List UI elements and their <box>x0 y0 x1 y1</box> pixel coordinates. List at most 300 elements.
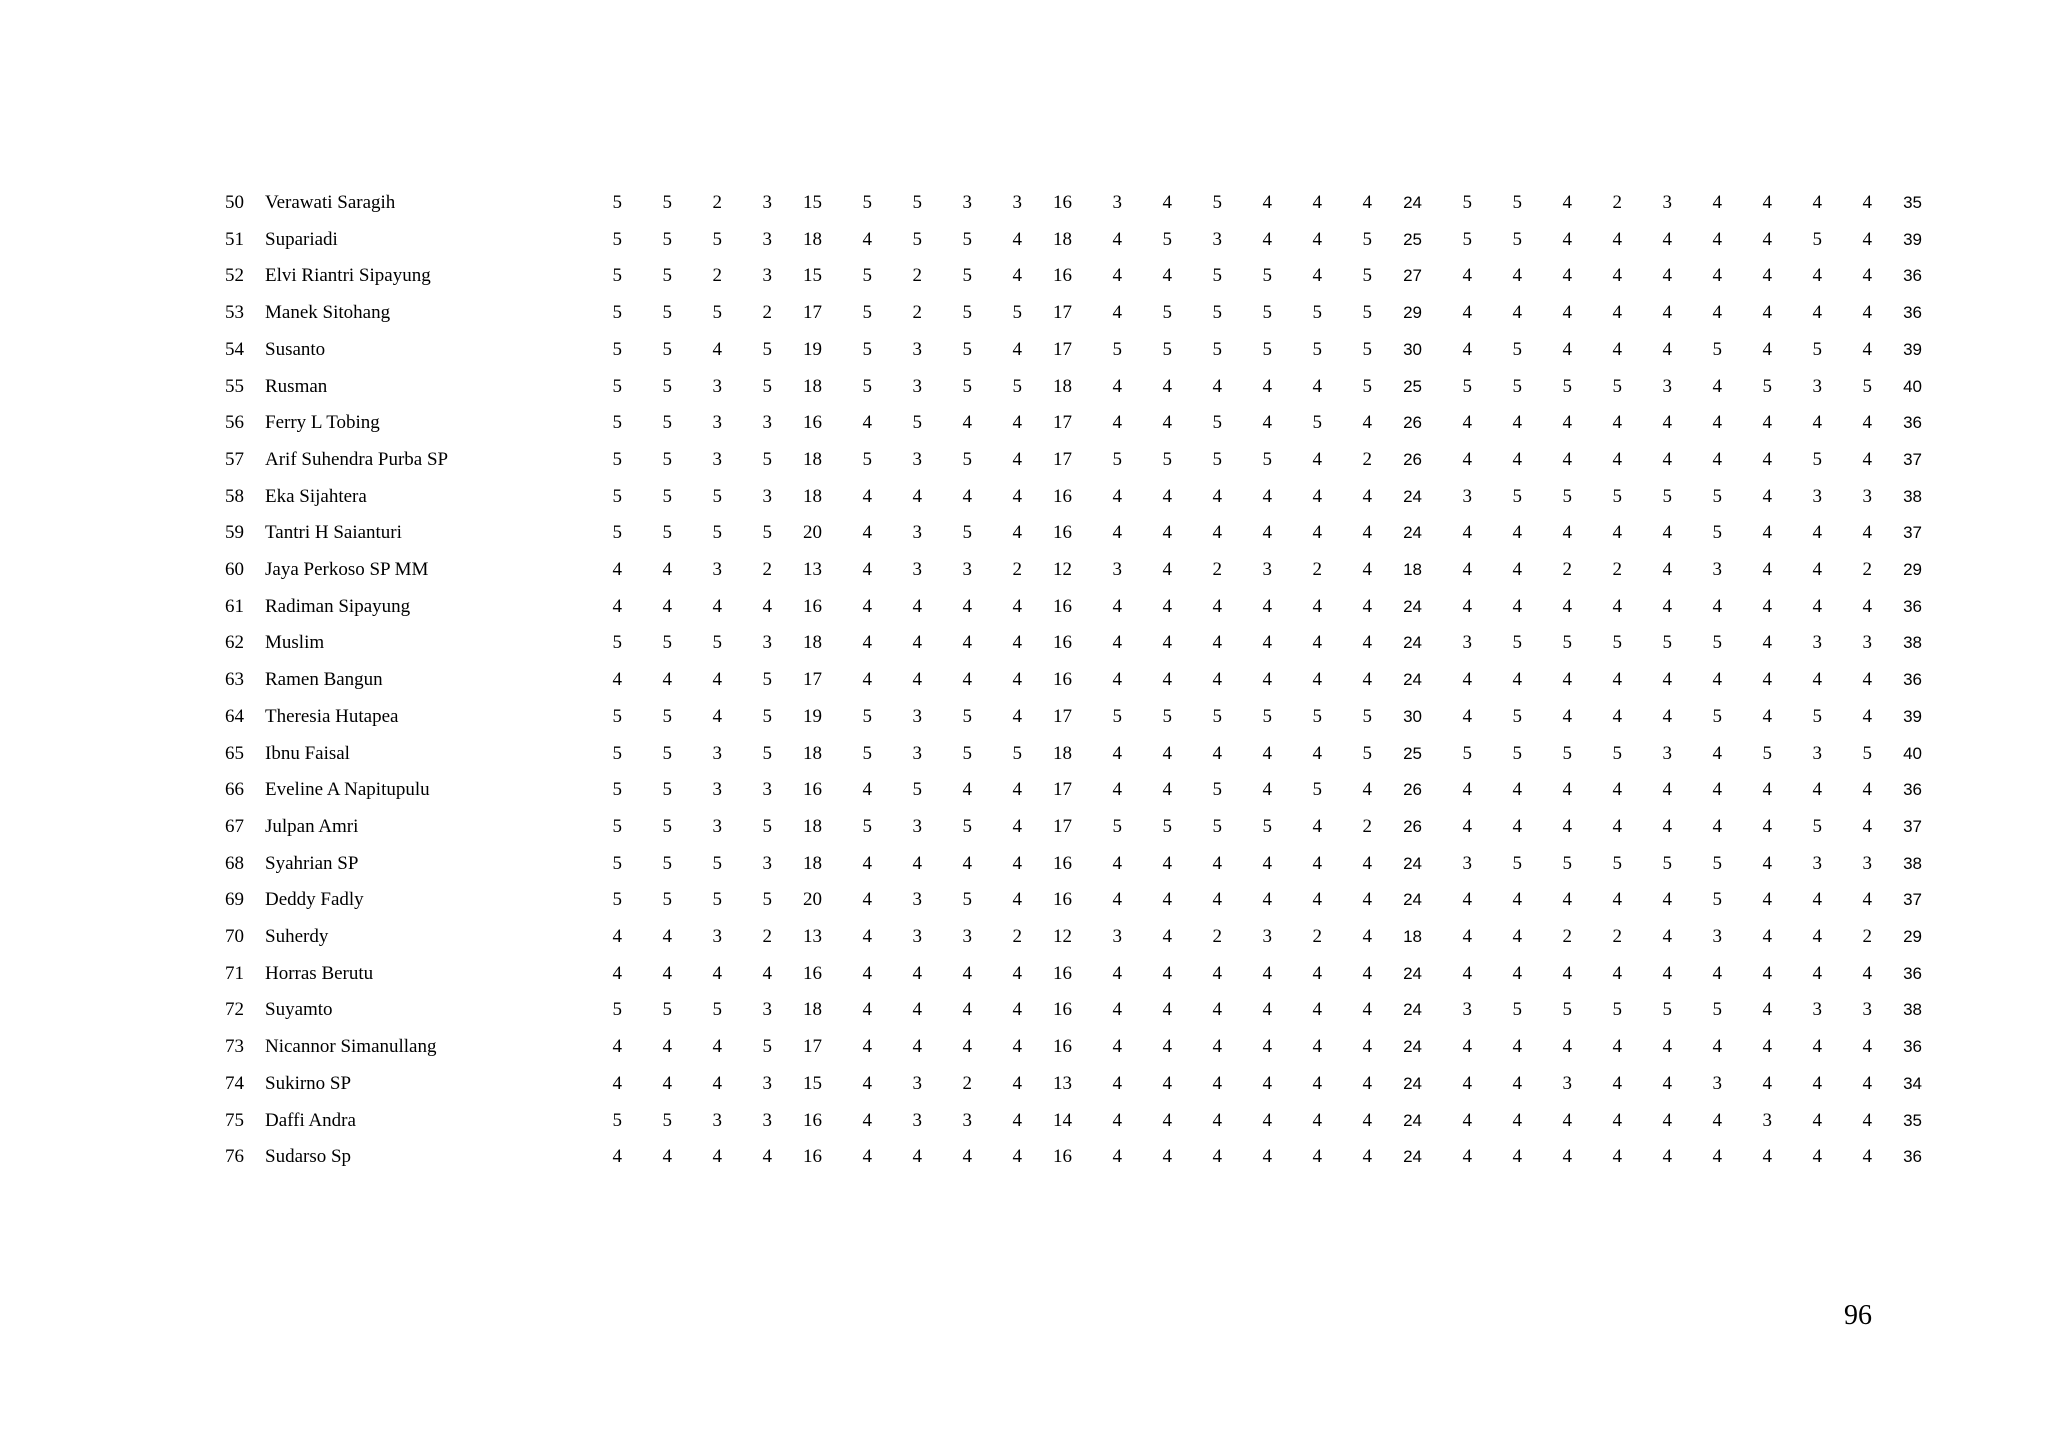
score-cell: 3 <box>1112 559 1122 581</box>
score-cell: 4 <box>1562 522 1572 544</box>
score-cell: 4 <box>1862 265 1872 287</box>
score-cell: 5 <box>1712 632 1722 654</box>
score-cell: 4 <box>1112 852 1122 874</box>
score-cell: 5 <box>612 192 622 213</box>
subtotal-cell: 24 <box>1403 1000 1422 1020</box>
score-cell: 4 <box>1162 889 1172 911</box>
score-cell: 3 <box>762 999 772 1021</box>
score-cell: 4 <box>1812 889 1822 911</box>
score-cell: 5 <box>1362 375 1372 397</box>
score-cell: 4 <box>1812 1146 1822 1168</box>
score-cell: 3 <box>912 375 922 397</box>
score-cell: 3 <box>1262 926 1272 948</box>
score-cell: 5 <box>612 375 622 397</box>
score-cell: 4 <box>1662 1072 1672 1094</box>
score-cell: 3 <box>762 1072 772 1094</box>
score-cell: 5 <box>662 412 672 434</box>
subtotal-cell: 26 <box>1403 413 1422 433</box>
score-cell: 5 <box>1712 999 1722 1021</box>
score-cell: 5 <box>912 192 922 213</box>
score-cell: 16 <box>1053 485 1072 507</box>
score-cell: 2 <box>1212 559 1222 581</box>
score-cell: 4 <box>1012 669 1022 691</box>
score-cell: 3 <box>712 815 722 837</box>
score-cell: 4 <box>1712 228 1722 250</box>
score-cell: 4 <box>1262 192 1272 213</box>
score-cell: 19 <box>803 705 822 727</box>
score-cell: 17 <box>803 302 822 324</box>
score-cell: 18 <box>803 448 822 470</box>
score-cell: 4 <box>1112 1109 1122 1131</box>
score-cell: 5 <box>1312 779 1322 801</box>
score-cell: 4 <box>1712 448 1722 470</box>
score-cell: 4 <box>1562 448 1572 470</box>
score-cell: 4 <box>1112 889 1122 911</box>
score-cell: 4 <box>1462 412 1472 434</box>
score-cell: 4 <box>1512 889 1522 911</box>
score-cell: 4 <box>1712 962 1722 984</box>
score-cell: 4 <box>1762 522 1772 544</box>
score-cell: 4 <box>712 669 722 691</box>
score-cell: 5 <box>662 999 672 1021</box>
score-cell: 5 <box>962 815 972 837</box>
score-cell: 4 <box>1762 448 1772 470</box>
score-cell: 5 <box>862 192 872 213</box>
row-number: 74 <box>225 1072 244 1094</box>
score-cell: 5 <box>612 742 622 764</box>
row-number: 70 <box>225 926 244 948</box>
table-row <box>182 295 1922 332</box>
score-cell: 2 <box>1862 926 1872 948</box>
subtotal-cell: 36 <box>1903 413 1922 433</box>
score-cell: 5 <box>1362 228 1372 250</box>
score-cell: 4 <box>962 669 972 691</box>
score-cell: 3 <box>762 632 772 654</box>
score-cell: 3 <box>1712 926 1722 948</box>
score-cell: 5 <box>612 1109 622 1131</box>
subtotal-cell: 36 <box>1903 266 1922 286</box>
score-cell: 4 <box>1312 265 1322 287</box>
score-cell: 4 <box>1312 815 1322 837</box>
score-cell: 5 <box>1212 705 1222 727</box>
score-cell: 4 <box>1212 742 1222 764</box>
score-cell: 4 <box>1362 485 1372 507</box>
score-cell: 4 <box>1312 485 1322 507</box>
score-cell: 4 <box>1362 1146 1372 1168</box>
score-cell: 14 <box>1053 1109 1072 1131</box>
row-number: 67 <box>225 815 244 837</box>
table-row <box>182 369 1922 406</box>
score-cell: 5 <box>1112 448 1122 470</box>
subtotal-cell: 36 <box>1903 303 1922 323</box>
score-cell: 5 <box>1212 338 1222 360</box>
score-cell: 5 <box>1112 338 1122 360</box>
score-cell: 4 <box>1112 375 1122 397</box>
score-cell: 5 <box>962 705 972 727</box>
score-cell: 5 <box>1612 999 1622 1021</box>
score-cell: 4 <box>1612 522 1622 544</box>
score-cell: 4 <box>862 522 872 544</box>
score-cell: 5 <box>612 302 622 324</box>
subtotal-cell: 38 <box>1903 853 1922 873</box>
score-cell: 3 <box>1812 485 1822 507</box>
subtotal-cell: 37 <box>1903 816 1922 836</box>
score-cell: 5 <box>612 889 622 911</box>
row-number: 58 <box>225 485 244 507</box>
score-cell: 4 <box>1462 669 1472 691</box>
score-cell: 3 <box>1212 228 1222 250</box>
score-cell: 3 <box>912 705 922 727</box>
subtotal-cell: 18 <box>1403 560 1422 580</box>
score-cell: 4 <box>1512 1072 1522 1094</box>
score-cell: 3 <box>762 192 772 213</box>
score-cell: 4 <box>1112 265 1122 287</box>
score-cell: 5 <box>1712 485 1722 507</box>
score-cell: 4 <box>1362 1036 1372 1058</box>
subtotal-cell: 34 <box>1903 1073 1922 1093</box>
score-cell: 4 <box>1512 302 1522 324</box>
score-cell: 4 <box>912 962 922 984</box>
score-cell: 4 <box>1712 669 1722 691</box>
score-cell: 5 <box>962 338 972 360</box>
score-cell: 5 <box>1512 485 1522 507</box>
score-cell: 4 <box>612 1146 622 1168</box>
subtotal-cell: 26 <box>1403 816 1422 836</box>
score-cell: 4 <box>1562 1036 1572 1058</box>
score-cell: 5 <box>1462 192 1472 213</box>
score-cell: 16 <box>1053 265 1072 287</box>
score-cell: 4 <box>862 595 872 617</box>
score-cell: 4 <box>1362 852 1372 874</box>
score-cell: 4 <box>1262 595 1272 617</box>
respondent-name: Rusman <box>265 375 328 397</box>
score-cell: 2 <box>1862 559 1872 581</box>
score-cell: 4 <box>862 926 872 948</box>
score-cell: 4 <box>1162 632 1172 654</box>
score-cell: 5 <box>962 742 972 764</box>
score-cell: 3 <box>762 779 772 801</box>
respondent-name: Sudarso Sp <box>265 1146 352 1168</box>
score-cell: 20 <box>803 522 822 544</box>
score-cell: 5 <box>962 302 972 324</box>
score-cell: 4 <box>1262 669 1272 691</box>
score-cell: 5 <box>1562 742 1572 764</box>
score-cell: 5 <box>762 815 772 837</box>
score-cell: 5 <box>1162 228 1172 250</box>
score-cell: 18 <box>803 815 822 837</box>
subtotal-cell: 36 <box>1903 596 1922 616</box>
respondent-name: Jaya Perkoso SP MM <box>265 559 429 581</box>
score-cell: 4 <box>1862 815 1872 837</box>
score-cell: 4 <box>1162 1109 1172 1131</box>
score-cell: 4 <box>1212 632 1222 654</box>
score-cell: 4 <box>1612 669 1622 691</box>
score-cell: 4 <box>1012 632 1022 654</box>
score-cell: 4 <box>862 1109 872 1131</box>
score-cell: 4 <box>1512 1146 1522 1168</box>
subtotal-cell: 36 <box>1903 1037 1922 1057</box>
score-cell: 4 <box>1812 926 1822 948</box>
respondent-name: Verawati Saragih <box>265 192 396 213</box>
score-cell: 4 <box>1012 522 1022 544</box>
subtotal-cell: 24 <box>1403 963 1422 983</box>
score-cell: 17 <box>803 669 822 691</box>
score-cell: 4 <box>1762 485 1772 507</box>
score-cell: 4 <box>1012 1072 1022 1094</box>
score-cell: 5 <box>1262 815 1272 837</box>
score-cell: 5 <box>612 522 622 544</box>
score-cell: 4 <box>1312 228 1322 250</box>
score-cell: 5 <box>1762 742 1772 764</box>
subtotal-cell: 24 <box>1403 1147 1422 1167</box>
score-cell: 4 <box>1562 779 1572 801</box>
score-cell: 4 <box>1112 1146 1122 1168</box>
score-cell: 16 <box>1053 852 1072 874</box>
score-cell: 4 <box>612 595 622 617</box>
score-cell: 5 <box>1262 448 1272 470</box>
score-cell: 4 <box>1462 1036 1472 1058</box>
score-cell: 4 <box>1112 742 1122 764</box>
score-cell: 4 <box>1162 265 1172 287</box>
score-cell: 16 <box>1053 595 1072 617</box>
subtotal-cell: 24 <box>1403 1073 1422 1093</box>
score-cell: 4 <box>1312 192 1322 213</box>
score-cell: 4 <box>1812 522 1822 544</box>
score-cell: 4 <box>962 999 972 1021</box>
score-cell: 4 <box>1512 926 1522 948</box>
score-cell: 3 <box>962 926 972 948</box>
score-cell: 4 <box>862 485 872 507</box>
score-cell: 5 <box>1512 228 1522 250</box>
score-cell: 4 <box>1512 1109 1522 1131</box>
score-cell: 4 <box>1012 852 1022 874</box>
score-cell: 2 <box>1212 926 1222 948</box>
table-row <box>182 589 1922 626</box>
score-cell: 3 <box>712 1109 722 1131</box>
score-cell: 5 <box>1562 375 1572 397</box>
score-cell: 5 <box>1362 302 1372 324</box>
score-cell: 4 <box>1012 595 1022 617</box>
score-cell: 4 <box>1812 595 1822 617</box>
respondent-name: Elvi Riantri Sipayung <box>265 265 431 287</box>
score-cell: 4 <box>662 1146 672 1168</box>
row-number: 63 <box>225 669 244 691</box>
score-cell: 4 <box>1862 448 1872 470</box>
respondent-name: Theresia Hutapea <box>265 705 399 727</box>
subtotal-cell: 35 <box>1903 193 1922 212</box>
table-row <box>182 809 1922 846</box>
score-cell: 4 <box>1262 889 1272 911</box>
score-cell: 3 <box>912 448 922 470</box>
score-cell: 3 <box>1812 375 1822 397</box>
score-cell: 4 <box>1162 1036 1172 1058</box>
score-cell: 4 <box>1212 1072 1222 1094</box>
score-cell: 16 <box>1053 962 1072 984</box>
score-cell: 4 <box>712 705 722 727</box>
score-cell: 5 <box>612 632 622 654</box>
score-cell: 4 <box>1862 705 1872 727</box>
score-cell: 4 <box>1212 485 1222 507</box>
score-cell: 3 <box>912 522 922 544</box>
score-cell: 4 <box>862 1072 872 1094</box>
score-cell: 4 <box>1362 962 1372 984</box>
score-cell: 5 <box>1512 999 1522 1021</box>
score-cell: 4 <box>1362 192 1372 213</box>
score-cell: 2 <box>1362 815 1372 837</box>
score-cell: 5 <box>662 338 672 360</box>
respondent-name: Arif Suhendra Purba SP <box>265 448 449 470</box>
score-cell: 5 <box>1312 338 1322 360</box>
score-cell: 4 <box>912 669 922 691</box>
score-cell: 4 <box>1812 302 1822 324</box>
score-cell: 3 <box>912 815 922 837</box>
score-cell: 4 <box>962 779 972 801</box>
score-cell: 3 <box>1862 632 1872 654</box>
score-cell: 4 <box>1762 302 1772 324</box>
score-cell: 3 <box>962 1109 972 1131</box>
score-cell: 4 <box>1762 632 1772 654</box>
score-cell: 5 <box>1712 338 1722 360</box>
score-cell: 4 <box>1362 999 1372 1021</box>
score-cell: 3 <box>1712 559 1722 581</box>
score-cell: 4 <box>1762 265 1772 287</box>
subtotal-cell: 24 <box>1403 1037 1422 1057</box>
score-cell: 4 <box>1162 522 1172 544</box>
score-cell: 4 <box>1312 448 1322 470</box>
score-cell: 3 <box>962 559 972 581</box>
score-cell: 4 <box>762 1146 772 1168</box>
score-cell: 3 <box>712 412 722 434</box>
score-cell: 5 <box>712 302 722 324</box>
score-cell: 4 <box>1312 522 1322 544</box>
score-cell: 5 <box>862 448 872 470</box>
score-cell: 5 <box>1162 338 1172 360</box>
score-cell: 4 <box>1762 192 1772 213</box>
score-cell: 4 <box>1762 338 1772 360</box>
score-cell: 4 <box>1862 1072 1872 1094</box>
score-cell: 4 <box>1262 1146 1272 1168</box>
score-cell: 5 <box>1562 852 1572 874</box>
score-cell: 3 <box>1812 632 1822 654</box>
table-row <box>182 956 1922 993</box>
score-cell: 3 <box>1562 1072 1572 1094</box>
score-cell: 5 <box>762 448 772 470</box>
score-cell: 4 <box>1012 1036 1022 1058</box>
row-number: 56 <box>225 412 244 434</box>
score-cell: 4 <box>1262 1072 1272 1094</box>
score-cell: 5 <box>662 302 672 324</box>
score-cell: 15 <box>803 265 822 287</box>
score-cell: 4 <box>1162 669 1172 691</box>
score-cell: 4 <box>912 1036 922 1058</box>
row-number: 71 <box>225 962 244 984</box>
score-cell: 4 <box>1712 815 1722 837</box>
score-cell: 2 <box>1312 926 1322 948</box>
score-cell: 19 <box>803 338 822 360</box>
score-cell: 3 <box>912 926 922 948</box>
score-cell: 4 <box>1112 962 1122 984</box>
respondent-name: Eka Sijahtera <box>265 485 367 507</box>
respondent-name: Suyamto <box>265 999 333 1021</box>
table-row <box>182 479 1922 516</box>
score-cell: 4 <box>862 228 872 250</box>
score-cell: 5 <box>962 448 972 470</box>
score-cell: 4 <box>1362 522 1372 544</box>
score-cell: 4 <box>1662 522 1672 544</box>
row-number: 66 <box>225 779 244 801</box>
score-cell: 4 <box>1512 669 1522 691</box>
score-cell: 4 <box>1262 742 1272 764</box>
score-cell: 4 <box>1512 962 1522 984</box>
score-cell: 4 <box>1362 559 1372 581</box>
score-cell: 5 <box>1012 302 1022 324</box>
score-cell: 4 <box>912 1146 922 1168</box>
score-cell: 4 <box>762 595 772 617</box>
subtotal-cell: 36 <box>1903 963 1922 983</box>
score-cell: 4 <box>1312 742 1322 764</box>
score-cell: 4 <box>1712 742 1722 764</box>
score-cell: 4 <box>1362 632 1372 654</box>
score-cell: 18 <box>803 852 822 874</box>
score-cell: 4 <box>962 485 972 507</box>
score-cell: 4 <box>1012 815 1022 837</box>
subtotal-cell: 27 <box>1403 266 1422 286</box>
table-row <box>182 882 1922 919</box>
score-cell: 4 <box>1762 228 1772 250</box>
row-number: 75 <box>225 1109 244 1131</box>
subtotal-cell: 25 <box>1403 229 1422 249</box>
score-cell: 4 <box>1562 192 1572 213</box>
score-cell: 5 <box>1812 228 1822 250</box>
score-cell: 4 <box>1862 889 1872 911</box>
score-cell: 3 <box>1812 852 1822 874</box>
subtotal-cell: 29 <box>1403 303 1422 323</box>
respondent-name: Horras Berutu <box>265 962 374 984</box>
score-cell: 3 <box>1862 852 1872 874</box>
score-cell: 4 <box>1012 338 1022 360</box>
score-cell: 16 <box>803 1109 822 1131</box>
subtotal-cell: 25 <box>1403 743 1422 763</box>
score-cell: 3 <box>912 742 922 764</box>
score-cell: 5 <box>612 485 622 507</box>
score-cell: 5 <box>612 338 622 360</box>
row-number: 51 <box>225 228 244 250</box>
score-cell: 5 <box>712 228 722 250</box>
score-cell: 5 <box>1112 705 1122 727</box>
score-cell: 2 <box>1562 559 1572 581</box>
score-cell: 3 <box>1862 485 1872 507</box>
score-cell: 4 <box>1712 265 1722 287</box>
score-cell: 5 <box>662 889 672 911</box>
score-cell: 4 <box>662 669 672 691</box>
score-cell: 3 <box>1112 926 1122 948</box>
score-cell: 18 <box>1053 375 1072 397</box>
score-cell: 5 <box>1362 705 1372 727</box>
score-cell: 2 <box>762 559 772 581</box>
score-cell: 18 <box>1053 228 1072 250</box>
score-cell: 4 <box>1162 1072 1172 1094</box>
score-cell: 4 <box>1812 559 1822 581</box>
score-cell: 4 <box>1562 889 1572 911</box>
respondent-name: Ramen Bangun <box>265 669 383 691</box>
row-number: 76 <box>225 1146 244 1168</box>
score-cell: 4 <box>1112 595 1122 617</box>
score-cell: 4 <box>862 889 872 911</box>
score-cell: 4 <box>912 632 922 654</box>
score-cell: 4 <box>1512 522 1522 544</box>
page-number: 96 <box>1844 1300 1872 1331</box>
score-cell: 5 <box>962 265 972 287</box>
